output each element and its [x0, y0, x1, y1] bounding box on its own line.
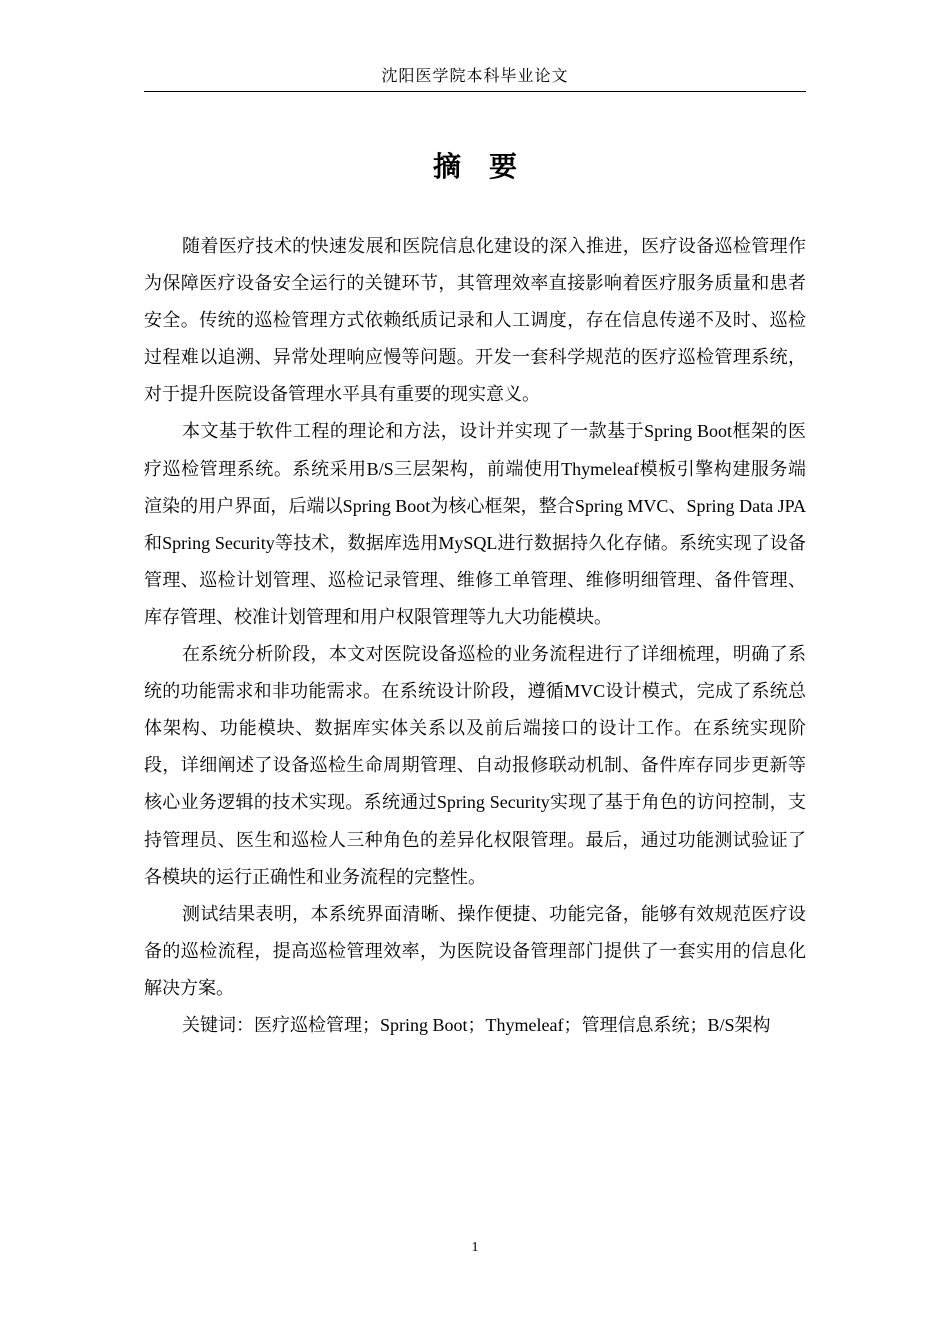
abstract-paragraph-1: 随着医疗技术的快速发展和医院信息化建设的深入推进，医疗设备巡检管理作为保障医疗设备安全运行的关键环节，其管理效率直接影响着医疗服务质量和患者安全。传统的巡检管理方式依赖纸质记录和人工调度，存在信息传递不及时、巡检过程难以追溯、异常处理响应慢等问题。开发一套科学规范的医疗巡检管理系统，对于提升医院设备管理水平具有重要的现实意义。 — [144, 236, 806, 405]
abstract-paragraph-3: 在系统分析阶段，本文对医院设备巡检的业务流程进行了详细梳理，明确了系统的功能需求和非功能需求。在系统设计阶段，遵循MVC设计模式，完成了系统总体架构、功能模块、数据库实体关系以及前后端接口的设计工作。在系统实现阶段，详细阐述了设备巡检生命周期管理、自动报修联动机制、备件库存同步更新等核心业务逻辑的技术实现。系统通过Spring Security实现了基于角色的访问控制，支持管理员、医生和巡检人三种角色的差异化权限管理。最后，通过功能测试验证了各模块的运行正确性和业务流程的完整性。 — [144, 644, 806, 887]
running-header: 沈阳医学院本科毕业论文 — [144, 66, 806, 92]
abstract-paragraph-4: 测试结果表明，本系统界面清晰、操作便捷、功能完备，能够有效规范医疗设备的巡检流程，提高巡检管理效率，为医院设备管理部门提供了一套实用的信息化解决方案。 — [144, 903, 806, 998]
page-number: 1 — [471, 1240, 479, 1255]
abstract-body — [144, 228, 806, 1044]
abstract-title: 摘要 — [432, 152, 545, 183]
keywords-line: 关键词：医疗巡检管理；Spring Boot；Thymeleaf；管理信息系统；B/S架构 — [182, 1014, 771, 1035]
abstract-paragraph-2: 本文基于软件工程的理论和方法，设计并实现了一款基于Spring Boot框架的医疗巡检管理系统。系统采用B/S三层架构，前端使用Thymeleaf模板引擎构建服务端渲染的用户界面，后端以Spring Boot为核心框架，整合Spring MVC、Spring Data JPA和Spring Security等技术，数据库选用MySQL进行数据持久化存储。系统实现了设备管理、巡检计划管理、巡检记录管理、维修工单管理、维修明细管理、备件管理、库存管理、校准计划管理和用户权限管理等九大功能模块。 — [144, 421, 806, 627]
